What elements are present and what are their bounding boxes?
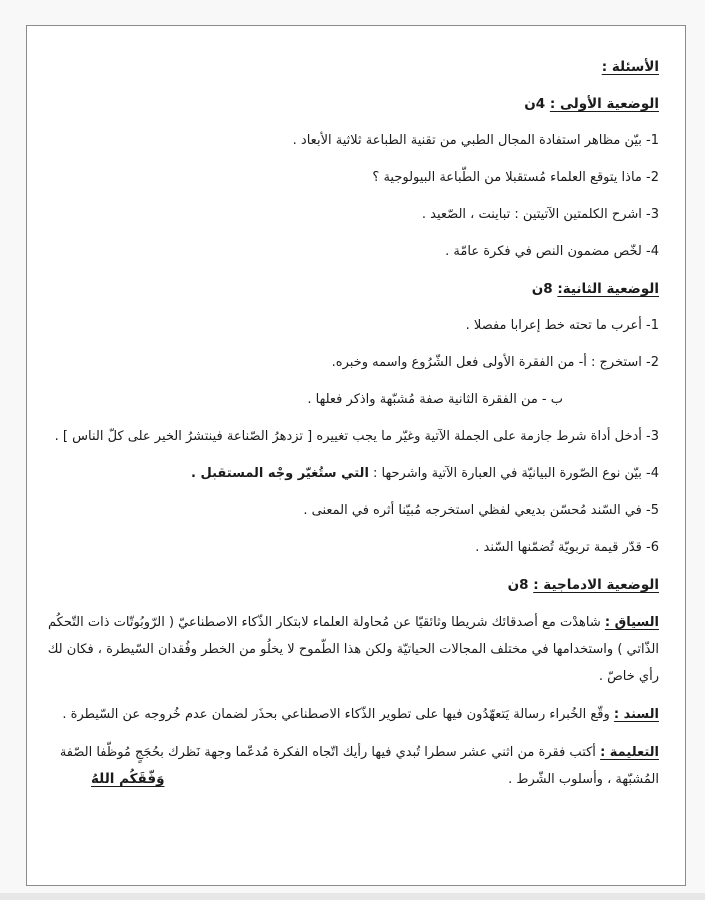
doc-title-text: الأسئلة :: [601, 59, 659, 75]
question-subline: ب - من الفقرة الثانية صفة مُشبّهة واذكر فعلها .: [307, 392, 563, 407]
support-text: وقّع الخُبراء رسالة يَتعهّدُون فيها على تطوير الذّكاء الاصطناعي بحذَر لضمان عدم خُروجه عن السّيطرة .: [62, 707, 610, 722]
section-1-points: 4ن: [524, 96, 546, 112]
closing-blessing: وَفّقَكُم اللهُ: [91, 771, 165, 787]
exam-paper-page: [26, 25, 686, 886]
question-line: 6- قدّر قيمة تربويّة تُضمّنها السّند .: [475, 540, 659, 555]
question-line: [47, 461, 659, 487]
doc-title: [47, 54, 659, 80]
bottom-edge-strip: [0, 893, 705, 900]
question-line: 3- أدخل أداة شرط جازمة على الجملة الآتية وغيّر ما يجب تغييره [ تزدهرُ الصّناعة فينتشرُ الخير على كلّ الناس ] .: [54, 429, 659, 444]
section-2-heading: [47, 276, 659, 302]
section-2-heading-label: الوضعية الثانية:: [557, 281, 659, 297]
question-line: 3- اشرح الكلمتين الآتيتين : تباينت ، الصّعيد .: [421, 207, 659, 222]
question-text: 4- بيّن نوع الصّورة البيانيّة في العبارة الآتية واشرحها :: [368, 466, 659, 481]
question-line: 1- بيّن مظاهر استفادة المجال الطبي من تقنية الطباعة ثلاثية الأبعاد .: [292, 133, 659, 148]
support-label: السند :: [613, 707, 659, 722]
section-3-points: 8ن: [507, 577, 529, 593]
section-2-points: 8ن: [531, 281, 553, 297]
question-line: 1- أعرب ما تحته خط إعرابا مفصلا .: [465, 318, 659, 333]
question-line: 2- ماذا يتوقع العلماء مُستقبلا من الطّباعة البيولوجية ؟: [372, 170, 659, 185]
instruction-label: التعليمة :: [600, 745, 659, 760]
section-1-heading-label: الوضعية الأولى :: [549, 96, 659, 112]
question-line: 4- لخّص مضمون النص في فكرة عامّة .: [445, 244, 659, 259]
context-text: شاهدْت مع أصدقائك شريطا وثائقيّا عن مُحاولة العلماء لابتكار الذّكاء الاصطناعيّ ( الرّوبُوتّات ذات التّحكُم الذّاتي ) واستخدامها في مختلف المجالات الحياتيّة ولكن هذا الطّموح لا يخلُو من الخطر وفُقدان السّيطرة ، فكان لك رأي خاصّ .: [47, 615, 659, 684]
instruction-paragraph: [47, 739, 659, 793]
support-paragraph: [47, 701, 659, 728]
instruction-text: أكتب فقرة من اثني عشر سطرا تُبدي فيها رأيك اتّجاه الفكرة مُدعّما وجهة نَظرك بحُجَجٍ مُوظّفا الصّفة المُشبّهة ، وأسلوب الشّرط .: [59, 745, 659, 787]
context-paragraph: [47, 609, 659, 690]
question-line: 2- استخرج : أ- من الفقرة الأولى فعل الشّرُوع واسمه وخبره.: [331, 355, 659, 370]
context-label: السياق :: [604, 615, 659, 630]
question-bold-phrase: التي ستُغيّر وجْه المستقبل .: [191, 466, 369, 481]
section-3-heading: [47, 572, 659, 598]
section-3-heading-label: الوضعية الادماجية :: [533, 577, 659, 593]
section-1-heading: [47, 91, 659, 117]
question-line: 5- في السّند مُحسّن بديعي لفظي استخرجه مُبيّنا أثره في المعنى .: [303, 503, 659, 518]
